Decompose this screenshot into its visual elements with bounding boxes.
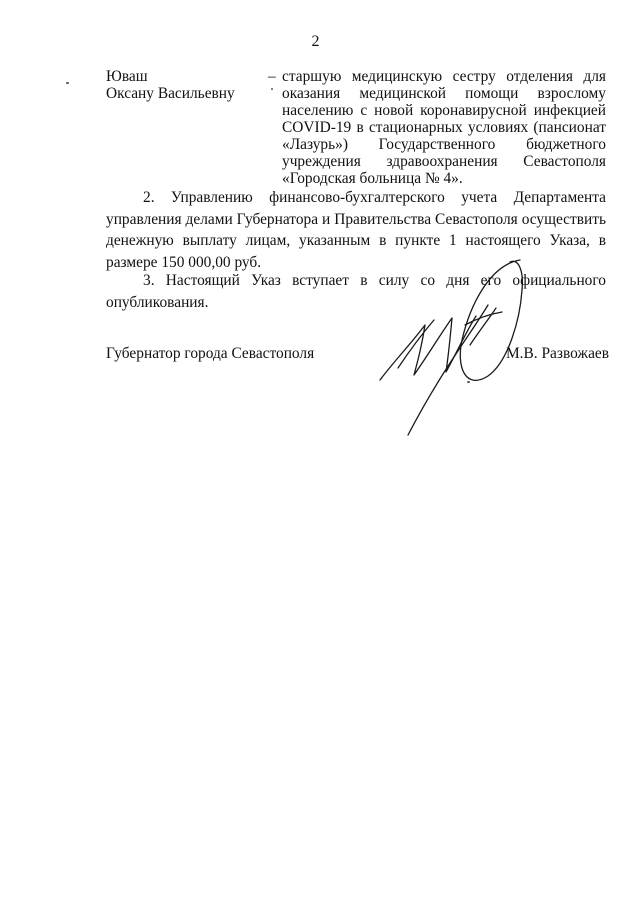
- signatory-title: Губернатор города Севастополя: [106, 345, 315, 362]
- scan-speck: [271, 88, 273, 90]
- page-number: 2: [311, 33, 320, 50]
- paragraph-3: 3. Настоящий Указ вступает в силу со дня его официального опубликования.: [106, 272, 606, 311]
- scan-speck: [66, 82, 69, 84]
- paragraph-2: 2. Управлению финансово-бухгалтерского учета Департамента управления делами Губернатора и Правительства Севастополя осуществить денежную выплату лицам, указанным в пункте 1 настоящего Указа, в размере 150 000,00 руб.: [106, 189, 606, 271]
- position-description: старшую медицинскую сестру отделения для оказания медицинской помощи взрослому населению с новой коронавирусной инфекцией COVID-19 в стационарных условиях (пансионат «Лазурь») Государственного бюджетного учреждения здравоохранения Севастополя «Городская больница № 4».: [282, 68, 606, 187]
- person-name-line-1: Юваш: [106, 68, 148, 85]
- handwritten-signature: [370, 250, 550, 440]
- person-name: [106, 68, 266, 102]
- person-name-line-2: Оксану Васильевну: [106, 85, 235, 102]
- entry-dash: –: [268, 68, 276, 85]
- scan-speck: [467, 381, 470, 383]
- signatory-name: М.В. Развожаев: [506, 345, 609, 362]
